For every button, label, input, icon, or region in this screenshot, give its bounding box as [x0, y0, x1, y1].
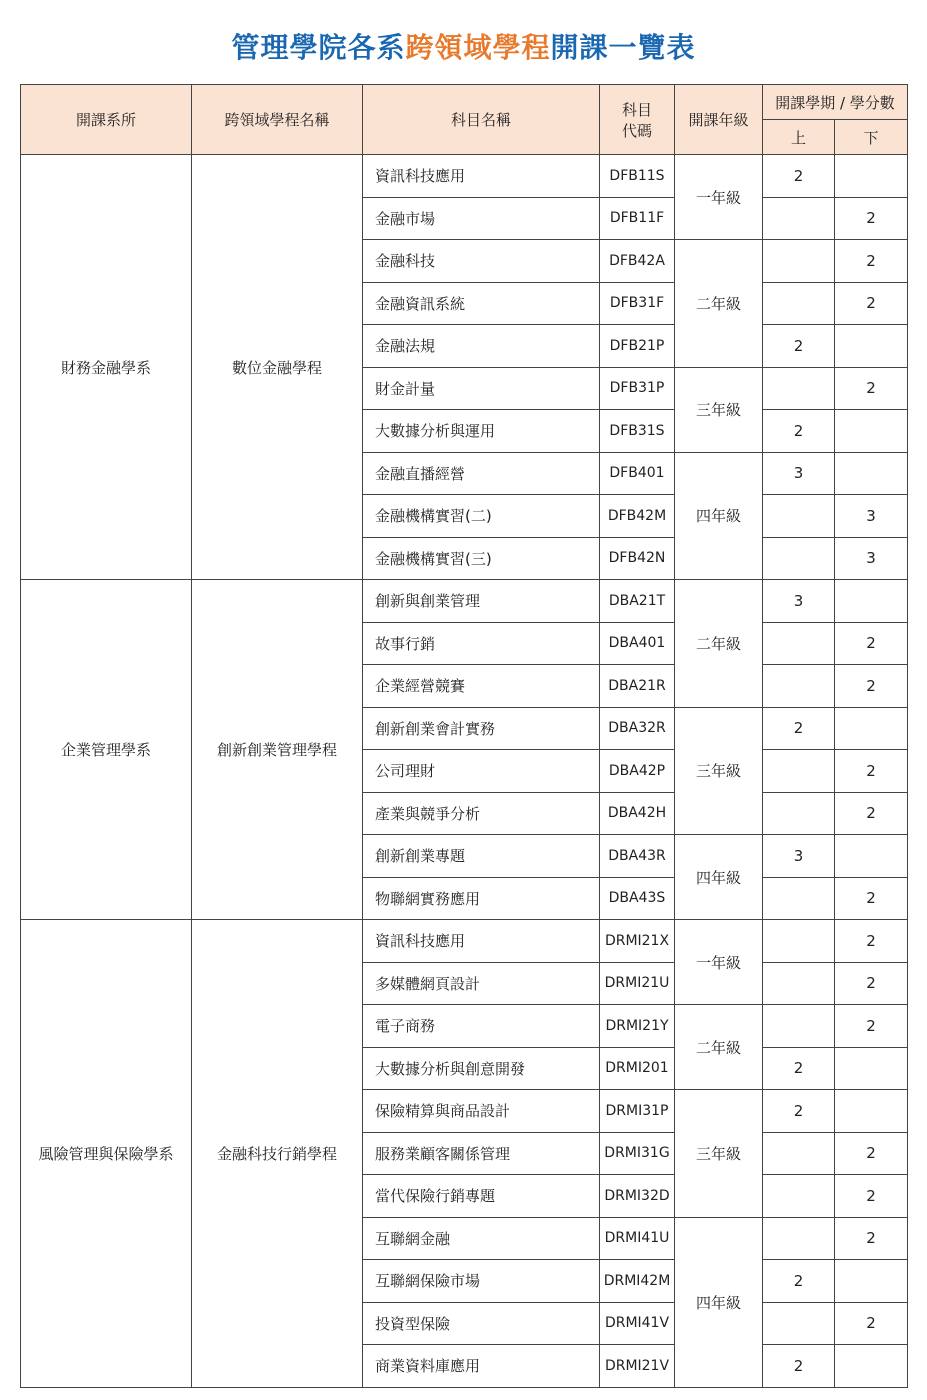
- second-semester-credit: 2: [835, 282, 908, 325]
- course-name-cell: 服務業顧客關係管理: [363, 1132, 600, 1175]
- course-name-cell: 物聯網實務應用: [363, 877, 600, 920]
- course-code-cell: DBA32R: [600, 707, 675, 750]
- title-part-3: 開課一覽表: [550, 31, 696, 64]
- first-semester-credit: 3: [763, 835, 835, 878]
- course-code-cell: DFB31F: [600, 282, 675, 325]
- grade-cell: 四年級: [675, 452, 763, 580]
- course-name-cell: 互聯網保險市場: [363, 1260, 600, 1303]
- course-name-cell: 財金計量: [363, 367, 600, 410]
- header-second-semester: 下: [835, 120, 908, 155]
- course-code-cell: DBA43R: [600, 835, 675, 878]
- course-name-cell: 資訊科技應用: [363, 920, 600, 963]
- course-code-cell: DFB11F: [600, 197, 675, 240]
- second-semester-credit: [835, 410, 908, 453]
- second-semester-credit: 2: [835, 622, 908, 665]
- program-cell: 金融科技行銷學程: [192, 920, 363, 1388]
- grade-cell: 二年級: [675, 240, 763, 368]
- dept-cell: 風險管理與保險學系: [21, 920, 192, 1388]
- second-semester-credit: [835, 1047, 908, 1090]
- course-code-cell: DBA43S: [600, 877, 675, 920]
- second-semester-credit: [835, 580, 908, 623]
- first-semester-credit: [763, 367, 835, 410]
- header-program: 跨領域學程名稱: [192, 85, 363, 155]
- course-code-cell: DFB42N: [600, 537, 675, 580]
- table-header: [21, 85, 908, 155]
- course-name-cell: 創新創業會計實務: [363, 707, 600, 750]
- second-semester-credit: [835, 1260, 908, 1303]
- first-semester-credit: 2: [763, 325, 835, 368]
- first-semester-credit: 2: [763, 1260, 835, 1303]
- grade-cell: 三年級: [675, 367, 763, 452]
- course-name-cell: 多媒體網頁設計: [363, 962, 600, 1005]
- course-code-cell: DRMI42M: [600, 1260, 675, 1303]
- second-semester-credit: 3: [835, 537, 908, 580]
- first-semester-credit: 2: [763, 707, 835, 750]
- course-name-cell: 資訊科技應用: [363, 155, 600, 198]
- course-name-cell: 金融直播經營: [363, 452, 600, 495]
- second-semester-credit: 2: [835, 1217, 908, 1260]
- course-name-cell: 企業經營競賽: [363, 665, 600, 708]
- second-semester-credit: 2: [835, 1175, 908, 1218]
- first-semester-credit: [763, 1217, 835, 1260]
- program-cell: 數位金融學程: [192, 155, 363, 580]
- first-semester-credit: [763, 665, 835, 708]
- second-semester-credit: 2: [835, 197, 908, 240]
- second-semester-credit: 2: [835, 962, 908, 1005]
- first-semester-credit: [763, 1132, 835, 1175]
- course-name-cell: 金融機構實習(二): [363, 495, 600, 538]
- first-semester-credit: [763, 792, 835, 835]
- grade-cell: 二年級: [675, 580, 763, 708]
- course-code-cell: DFB42A: [600, 240, 675, 283]
- header-course: 科目名稱: [363, 85, 600, 155]
- course-code-cell: DRMI201: [600, 1047, 675, 1090]
- first-semester-credit: [763, 197, 835, 240]
- course-name-cell: 產業與競爭分析: [363, 792, 600, 835]
- table-row: [21, 920, 908, 963]
- course-code-cell: DBA401: [600, 622, 675, 665]
- course-name-cell: 金融法規: [363, 325, 600, 368]
- second-semester-credit: [835, 452, 908, 495]
- course-code-cell: DBA21T: [600, 580, 675, 623]
- course-name-cell: 故事行銷: [363, 622, 600, 665]
- grade-cell: 三年級: [675, 707, 763, 835]
- header-semester: 開課學期 / 學分數: [763, 85, 908, 120]
- first-semester-credit: [763, 240, 835, 283]
- course-name-cell: 大數據分析與運用: [363, 410, 600, 453]
- second-semester-credit: 3: [835, 495, 908, 538]
- second-semester-credit: 2: [835, 1302, 908, 1345]
- first-semester-credit: [763, 920, 835, 963]
- course-code-cell: DRMI21X: [600, 920, 675, 963]
- program-cell: 創新創業管理學程: [192, 580, 363, 920]
- course-name-cell: 創新創業專題: [363, 835, 600, 878]
- course-code-cell: DRMI21U: [600, 962, 675, 1005]
- second-semester-credit: [835, 155, 908, 198]
- first-semester-credit: 2: [763, 410, 835, 453]
- course-code-cell: DRMI21Y: [600, 1005, 675, 1048]
- course-name-cell: 金融資訊系統: [363, 282, 600, 325]
- first-semester-credit: 2: [763, 1090, 835, 1133]
- table-row: [21, 155, 908, 198]
- second-semester-credit: 2: [835, 1132, 908, 1175]
- course-code-cell: DRMI32D: [600, 1175, 675, 1218]
- second-semester-credit: [835, 325, 908, 368]
- course-code-cell: DBA42P: [600, 750, 675, 793]
- first-semester-credit: [763, 622, 835, 665]
- course-table: [20, 84, 908, 1388]
- course-code-cell: DBA42H: [600, 792, 675, 835]
- course-name-cell: 大數據分析與創意開發: [363, 1047, 600, 1090]
- second-semester-credit: 2: [835, 367, 908, 410]
- course-name-cell: 公司理財: [363, 750, 600, 793]
- dept-cell: 財務金融學系: [21, 155, 192, 580]
- course-code-cell: DFB21P: [600, 325, 675, 368]
- first-semester-credit: 3: [763, 580, 835, 623]
- dept-cell: 企業管理學系: [21, 580, 192, 920]
- second-semester-credit: 2: [835, 1005, 908, 1048]
- second-semester-credit: 2: [835, 920, 908, 963]
- first-semester-credit: 2: [763, 1047, 835, 1090]
- second-semester-credit: [835, 1345, 908, 1388]
- first-semester-credit: 3: [763, 452, 835, 495]
- course-name-cell: 金融市場: [363, 197, 600, 240]
- course-code-cell: DRMI31G: [600, 1132, 675, 1175]
- first-semester-credit: [763, 537, 835, 580]
- course-name-cell: 保險精算與商品設計: [363, 1090, 600, 1133]
- course-code-cell: DFB401: [600, 452, 675, 495]
- first-semester-credit: [763, 495, 835, 538]
- first-semester-credit: 2: [763, 155, 835, 198]
- course-code-cell: DRMI41V: [600, 1302, 675, 1345]
- first-semester-credit: [763, 1175, 835, 1218]
- grade-cell: 三年級: [675, 1090, 763, 1218]
- table-row: [21, 580, 908, 623]
- title-part-2: 跨領域學程: [405, 31, 551, 64]
- course-code-cell: DRMI41U: [600, 1217, 675, 1260]
- course-name-cell: 當代保險行銷專題: [363, 1175, 600, 1218]
- header-first-semester: 上: [763, 120, 835, 155]
- grade-cell: 四年級: [675, 835, 763, 920]
- course-code-cell: DRMI21V: [600, 1345, 675, 1388]
- course-name-cell: 金融機構實習(三): [363, 537, 600, 580]
- course-name-cell: 創新與創業管理: [363, 580, 600, 623]
- header-dept: 開課系所: [21, 85, 192, 155]
- course-code-cell: DFB31S: [600, 410, 675, 453]
- header-code-line2: 代碼: [621, 121, 652, 140]
- first-semester-credit: [763, 1302, 835, 1345]
- first-semester-credit: [763, 750, 835, 793]
- first-semester-credit: [763, 962, 835, 1005]
- course-name-cell: 投資型保險: [363, 1302, 600, 1345]
- second-semester-credit: 2: [835, 877, 908, 920]
- first-semester-credit: [763, 282, 835, 325]
- course-name-cell: 商業資料庫應用: [363, 1345, 600, 1388]
- first-semester-credit: 2: [763, 1345, 835, 1388]
- header-code-line1: 科目: [621, 100, 652, 119]
- second-semester-credit: [835, 707, 908, 750]
- header-grade: 開課年級: [675, 85, 763, 155]
- table-body: [21, 155, 908, 1388]
- course-code-cell: DFB11S: [600, 155, 675, 198]
- title-part-1: 管理學院各系: [231, 31, 406, 64]
- second-semester-credit: 2: [835, 240, 908, 283]
- second-semester-credit: 2: [835, 665, 908, 708]
- second-semester-credit: [835, 835, 908, 878]
- course-name-cell: 金融科技: [363, 240, 600, 283]
- course-name-cell: 互聯網金融: [363, 1217, 600, 1260]
- second-semester-credit: 2: [835, 792, 908, 835]
- second-semester-credit: 2: [835, 750, 908, 793]
- page-title: [0, 26, 927, 66]
- header-code: [600, 85, 675, 155]
- course-code-cell: DBA21R: [600, 665, 675, 708]
- first-semester-credit: [763, 877, 835, 920]
- second-semester-credit: [835, 1090, 908, 1133]
- course-code-cell: DFB31P: [600, 367, 675, 410]
- first-semester-credit: [763, 1005, 835, 1048]
- grade-cell: 四年級: [675, 1217, 763, 1387]
- course-code-cell: DRMI31P: [600, 1090, 675, 1133]
- grade-cell: 二年級: [675, 1005, 763, 1090]
- grade-cell: 一年級: [675, 155, 763, 240]
- course-name-cell: 電子商務: [363, 1005, 600, 1048]
- course-code-cell: DFB42M: [600, 495, 675, 538]
- grade-cell: 一年級: [675, 920, 763, 1005]
